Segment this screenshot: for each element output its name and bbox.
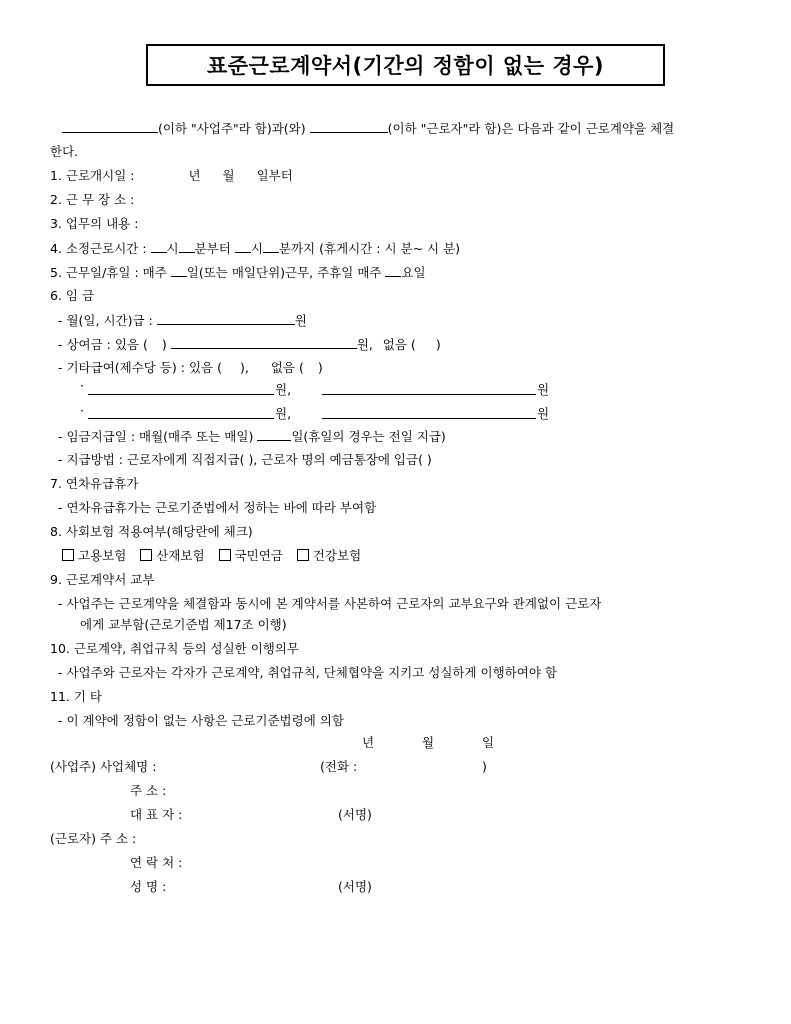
item-obligation: 10. 근로계약, 취업규칙 등의 성실한 이행의무 xyxy=(50,641,299,656)
checkbox-icon xyxy=(62,549,74,561)
other-text: - 이 계약에 정함이 없는 사항은 근로기준법령에 의함 xyxy=(58,713,344,728)
other-row-1-unit-b: 원 xyxy=(537,382,550,397)
item-workdays: 5. 근무일/휴일 : 매주 일(또는 매일단위)근무, 주휴일 매주 요일 xyxy=(50,265,426,280)
employer-phone-close: ) xyxy=(482,759,487,774)
other-row-1-dot: · xyxy=(80,378,84,393)
other-row-1-blank-b[interactable] xyxy=(322,394,536,395)
other-row-1-unit-a: 원, xyxy=(275,382,292,397)
insurance-health[interactable]: 건강보험 xyxy=(297,548,361,563)
worker-contact-label: 연 락 처 : xyxy=(130,855,183,870)
insurance-checkboxes xyxy=(62,548,361,564)
obligation-text: - 사업주와 근로자는 각자가 근로계약, 취업규칙, 단체협약을 지키고 성실하게 이행하여야 함 xyxy=(58,665,557,680)
intro-end: 한다. xyxy=(50,144,79,159)
employer-business-label: (사업주) 사업체명 : xyxy=(50,759,157,774)
pay-method-line: - 지급방법 : 근로자에게 직접지급( ), 근로자 명의 예금통장에 입금( ) xyxy=(58,452,432,467)
worker-name-blank[interactable] xyxy=(310,120,388,133)
document-title: 표준근로계약서(기간의 정함이 없는 경우) xyxy=(146,44,665,86)
date-month: 월 xyxy=(422,735,435,750)
other-row-2-unit-b: 원 xyxy=(537,406,550,421)
checkbox-icon xyxy=(219,549,231,561)
item-start-date: 1. 근로개시일 : 년 월 일부터 xyxy=(50,168,293,183)
employer-signature[interactable]: (서명) xyxy=(338,807,372,822)
item-delivery: 9. 근로계약서 교부 xyxy=(50,572,155,587)
item-annual-leave: 7. 연차유급휴가 xyxy=(50,476,139,491)
employer-phone-label: (전화 : xyxy=(320,759,358,774)
insurance-accident[interactable]: 산재보험 xyxy=(140,548,204,563)
intro-line: (이하 "사업주"라 함)과(와) (이하 "근로자"라 함)은 다음과 같이 근로계약을 체결 xyxy=(50,120,674,137)
worker-address-label: (근로자) 주 소 : xyxy=(50,831,137,846)
end-hour-blank[interactable] xyxy=(235,240,251,253)
bonus-amount-blank[interactable] xyxy=(171,336,357,349)
item-workplace: 2. 근 무 장 소 : xyxy=(50,192,135,207)
employer-name-blank[interactable] xyxy=(62,120,158,133)
item-wage-heading: 6. 임 금 xyxy=(50,288,95,303)
other-row-2-blank-b[interactable] xyxy=(322,418,536,419)
other-row-1-blank-a[interactable] xyxy=(88,394,274,395)
holiday-blank[interactable] xyxy=(385,264,401,277)
start-hour-blank[interactable] xyxy=(151,240,167,253)
item-job: 3. 업무의 내용 : xyxy=(50,216,139,231)
other-row-2-unit-a: 원, xyxy=(275,406,292,421)
start-min-blank[interactable] xyxy=(179,240,195,253)
item-hours: 4. 소정근로시간 : 시 분부터 시 분까지 (휴게시간 : 시 분~ 시 분) xyxy=(50,241,461,256)
payday-blank[interactable] xyxy=(257,428,291,441)
date-day: 일 xyxy=(482,735,495,750)
date-year: 년 xyxy=(362,735,375,750)
insurance-employment[interactable]: 고용보험 xyxy=(62,548,126,563)
workdays-blank[interactable] xyxy=(171,264,187,277)
worker-signature[interactable]: (서명) xyxy=(338,879,372,894)
item-insurance: 8. 사회보험 적용여부(해당란에 체크) xyxy=(50,524,253,539)
other-row-2-blank-a[interactable] xyxy=(88,418,274,419)
wage-blank[interactable] xyxy=(157,312,295,325)
item-other: 11. 기 타 xyxy=(50,689,102,704)
payday-line: - 임금지급일 : 매월(매주 또는 매일) 일(휴일의 경우는 전일 지급) xyxy=(58,429,446,444)
wage-line: - 월(일, 시간)급 : 원 xyxy=(58,313,307,328)
delivery-text-1: - 사업주는 근로계약을 체결함과 동시에 본 계약서를 사본하여 근로자의 교부요구와 관계없이 근로자 xyxy=(58,596,602,611)
end-min-blank[interactable] xyxy=(263,240,279,253)
delivery-text-2: 에게 교부함(근로기준법 제17조 이행) xyxy=(80,617,287,632)
insurance-pension[interactable]: 국민연금 xyxy=(219,548,283,563)
annual-leave-text: - 연차유급휴가는 근로기준법에서 정하는 바에 따라 부여함 xyxy=(58,500,377,515)
checkbox-icon xyxy=(140,549,152,561)
other-pay-line: - 기타급여(제수당 등) : 있음 ( ), 없음 ( ) xyxy=(58,360,323,375)
worker-name-label: 성 명 : xyxy=(130,879,167,894)
employer-rep-label: 대 표 자 : xyxy=(130,807,183,822)
employer-address-label: 주 소 : xyxy=(130,783,167,798)
other-row-2-dot: · xyxy=(80,403,84,418)
bonus-line: - 상여금 : 있음 ( ) 원, 없음 ( ) xyxy=(58,337,441,352)
checkbox-icon xyxy=(297,549,309,561)
